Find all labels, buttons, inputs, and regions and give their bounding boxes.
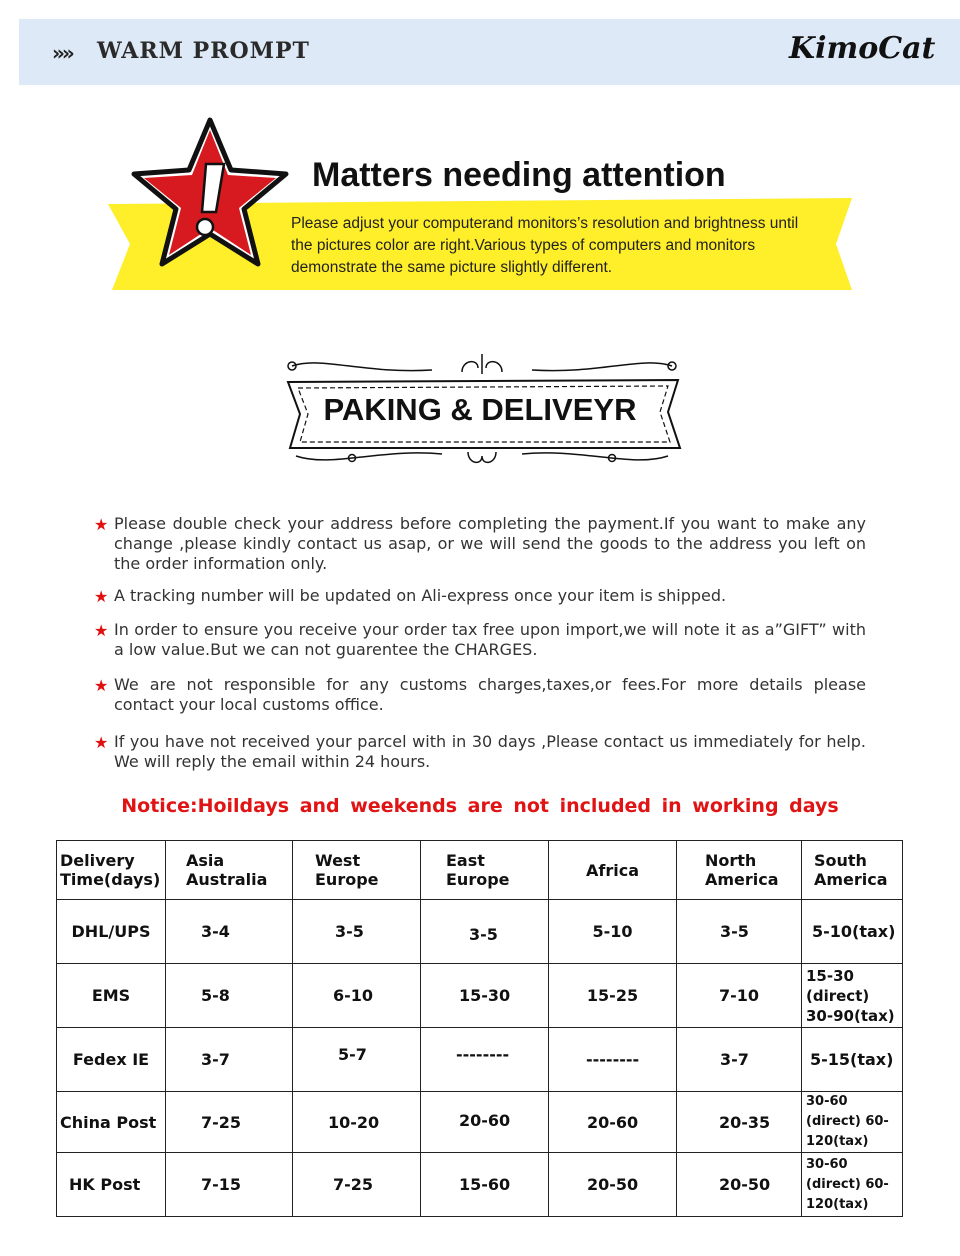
table-header-cell: South America [802,841,903,900]
table-cell: 5-7 [293,1028,421,1092]
table-header-cell: North America [677,841,802,900]
star-bullet-icon: ★ [94,733,109,752]
table-cell: 15-25 [549,964,677,1028]
table-header-row [57,841,903,900]
table-cell: 7-25 [166,1092,293,1153]
table-row [57,900,903,964]
table-cell: 10-20 [293,1092,421,1153]
table-cell: 7-10 [677,964,802,1028]
note-text: If you have not received your parcel with in 30 days ,Please contact us immediately for help. We will reply the email within 24 hours. [114,732,866,771]
table-cell: 3-5 [293,900,421,964]
table-cell: 3-7 [166,1028,293,1092]
table-cell: 3-5 [677,900,802,964]
note-text: Please double check your address before completing the payment.If you want to make any change ,please kindly contact us asap, or we will send the goods to the address you left on the order information only. [114,514,866,573]
table-cell: 20-60 [549,1092,677,1153]
table-cell: 7-15 [166,1153,293,1217]
list-item [94,514,866,574]
table-cell: 6-10 [293,964,421,1028]
notice-text: Notice:Hoildays and weekends are not included in working days [121,795,839,817]
table-cell: 3-7 [677,1028,802,1092]
star-bullet-icon: ★ [94,515,109,534]
table-cell: Fedex IE [57,1028,166,1092]
table-cell: HK Post [57,1153,166,1217]
table-header-cell: East Europe [421,841,549,900]
brand-logo: KimoCat [789,31,936,66]
table-header-cell: Delivery Time(days) [57,841,166,900]
header-bar [19,19,960,85]
delivery-table [56,840,903,1217]
table-row [57,1028,903,1092]
table-row [57,1153,903,1217]
table-cell: 20-35 [677,1092,802,1153]
table-cell: 3-4 [166,900,293,964]
table-row [57,964,903,1028]
table-cell: 7-25 [293,1153,421,1217]
table-cell: 5-10(tax) [802,900,903,964]
attention-title: Matters needing attention [312,156,726,194]
table-row [57,1092,903,1153]
star-bullet-icon: ★ [94,587,109,606]
table-cell: -------- [421,1028,549,1092]
table-header-cell: West Europe [293,841,421,900]
note-text: We are not responsible for any customs charges,taxes,or fees.For more details please contact your local customs office. [114,675,866,714]
table-cell: 15-30 (direct) 30-90(tax) [802,964,903,1028]
star-bullet-icon: ★ [94,676,109,695]
table-cell: -------- [549,1028,677,1092]
note-text: In order to ensure you receive your order tax free upon import,we will note it as a”GIFT” with a low value.But we can not guarentee the CHARGES. [114,620,866,659]
list-item [94,586,726,606]
table-cell: 5-8 [166,964,293,1028]
table-cell: 3-5 [421,900,549,964]
table-cell: 5-15(tax) [802,1028,903,1092]
chevrons-icon: »» [52,41,72,65]
table-cell: 30-60 (direct) 60-120(tax) [802,1153,903,1217]
list-item [94,620,866,660]
note-text: A tracking number will be updated on Ali-express once your item is shipped. [114,586,727,605]
table-cell: 15-30 [421,964,549,1028]
table-cell: 30-60 (direct) 60-120(tax) [802,1092,903,1153]
list-item [94,675,866,715]
table-cell: 20-50 [549,1153,677,1217]
table-cell: 20-60 [421,1092,549,1153]
header-title: WARM PROMPT [97,38,310,64]
table-cell: China Post [57,1092,166,1153]
table-cell: 5-10 [549,900,677,964]
table-cell: 20-50 [677,1153,802,1217]
list-item [94,732,866,772]
attention-text: Please adjust your computerand monitors’s resolution and brightness until the pictures color are right.Various types of computers and monitors demonstrate the same picture slightly different. [291,215,799,276]
exclamation-star-icon [128,114,293,274]
table-cell: 15-60 [421,1153,549,1217]
star-bullet-icon: ★ [94,621,109,640]
table-cell: DHL/UPS [57,900,166,964]
table-header-cell: Asia Australia [166,841,293,900]
table-cell: EMS [57,964,166,1028]
table-header-cell: Africa [549,841,677,900]
section-title: PAKING & DELIVEYR [323,392,637,427]
